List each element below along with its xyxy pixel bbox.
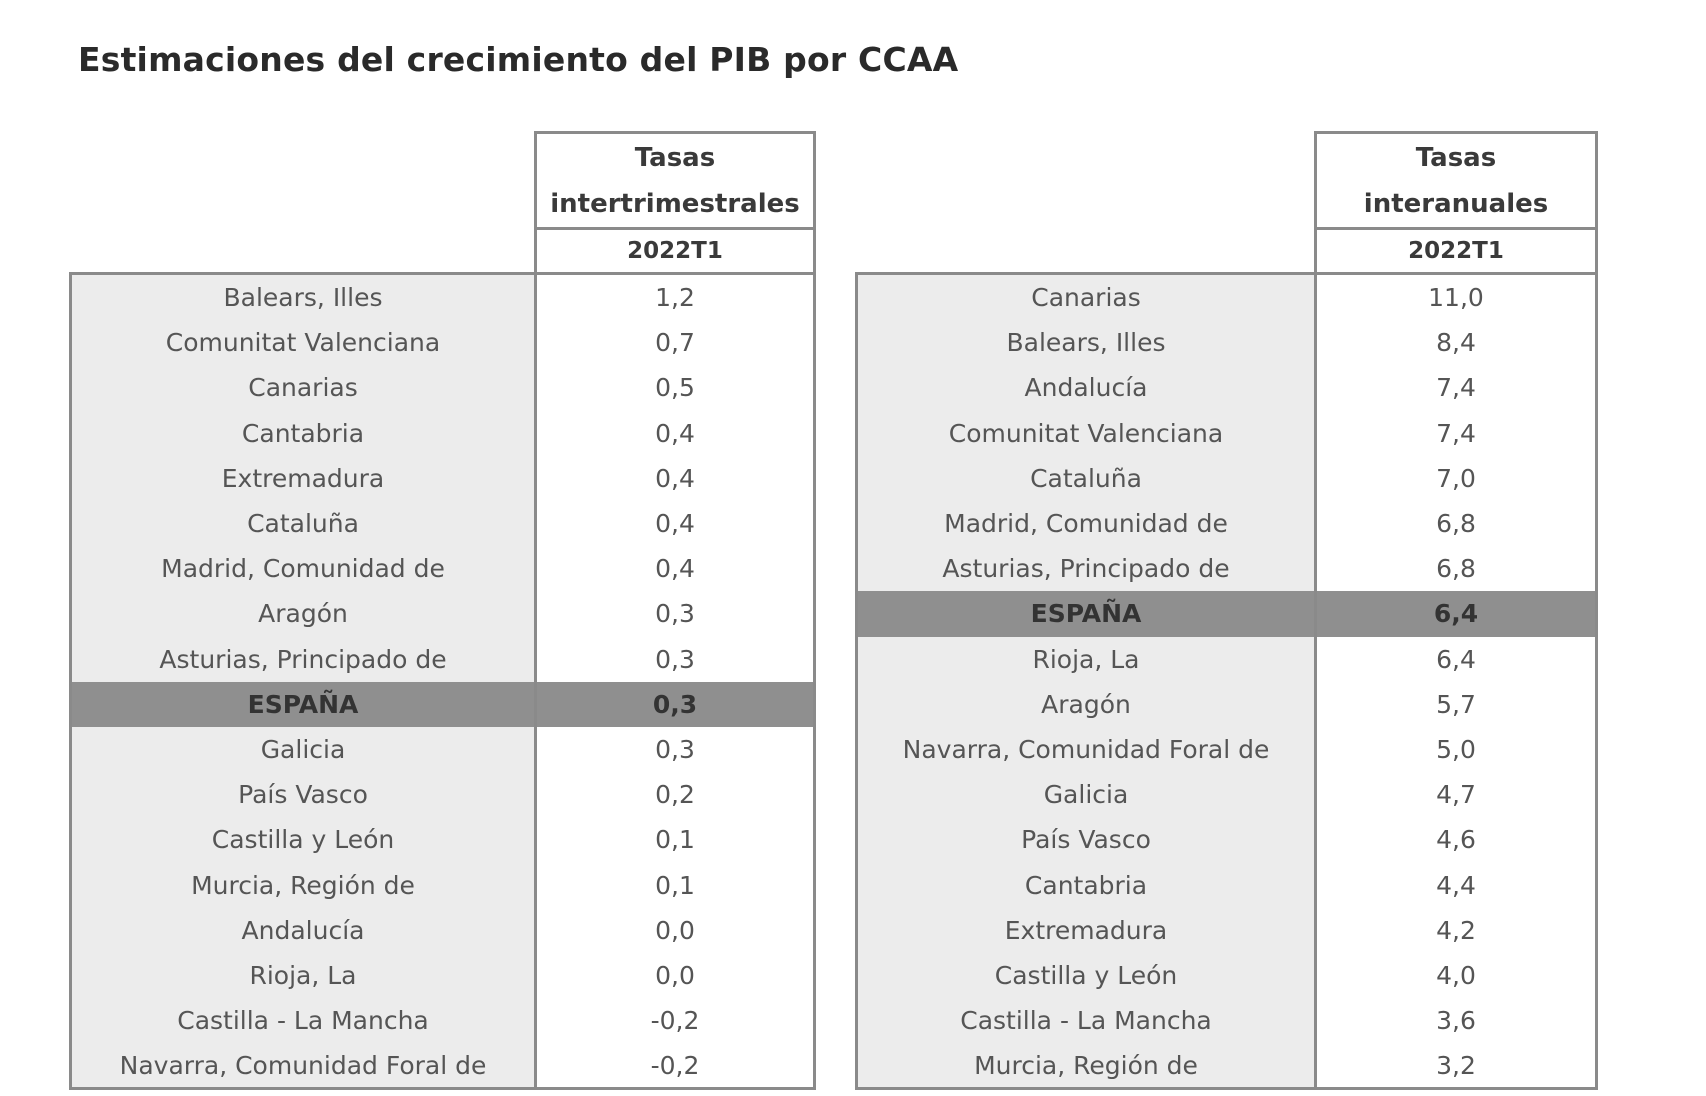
left-rate-header	[534, 131, 816, 272]
right-rate-value: 3,2	[1436, 1051, 1476, 1081]
right-rate-value: 4,4	[1436, 870, 1476, 900]
right-region-name: Madrid, Comunidad de	[944, 509, 1228, 539]
right-region-name: Balears, Illes	[1006, 328, 1166, 358]
right-header-line1: Tasas	[1415, 142, 1497, 173]
right-rate-value: 3,6	[1436, 1006, 1476, 1036]
right-region-name: Canarias	[1031, 283, 1141, 313]
right-region-name: Asturias, Principado de	[942, 554, 1230, 584]
right-rate-value: 6,4	[1436, 644, 1476, 674]
right-rate-value: 7,4	[1436, 373, 1476, 403]
left-rate-value: 0,4	[655, 554, 695, 584]
left-rate-value: 0,4	[655, 418, 695, 448]
right-region-name: País Vasco	[1021, 825, 1151, 855]
right-region-name: Aragón	[1041, 689, 1131, 719]
left-region-name: Castilla y León	[211, 825, 395, 855]
right-value-column	[1317, 275, 1595, 1087]
right-rate-value: 8,4	[1436, 328, 1476, 358]
left-rate-value: -0,2	[650, 1051, 700, 1081]
right-rate-value: 7,4	[1436, 418, 1476, 448]
right-rate-value: 4,2	[1436, 915, 1476, 945]
left-header-line2: intertrimestrales	[550, 188, 800, 219]
right-region-name: Extremadura	[1004, 915, 1168, 945]
right-rate-value: 4,7	[1436, 780, 1476, 810]
left-rate-value: 0,3	[655, 599, 695, 629]
right-rate-value: 4,6	[1436, 825, 1476, 855]
left-value-column	[537, 275, 813, 1087]
right-region-name: Galicia	[1043, 780, 1129, 810]
left-region-name: Balears, Illes	[223, 283, 383, 313]
left-rate-value: 0,3	[537, 682, 813, 727]
left-rate-value: 0,4	[655, 509, 695, 539]
right-region-name: Castilla - La Mancha	[960, 1006, 1212, 1036]
left-period-label: 2022T1	[627, 238, 723, 264]
left-region-name: Extremadura	[221, 463, 385, 493]
right-region-name: Andalucía	[1024, 373, 1148, 403]
right-rate-value: 5,7	[1436, 689, 1476, 719]
left-region-name: Andalucía	[241, 915, 365, 945]
left-region-name: Comunitat Valenciana	[165, 328, 441, 358]
right-rate-title	[1317, 134, 1595, 230]
left-rate-value: 1,2	[655, 283, 695, 313]
left-region-name: País Vasco	[238, 780, 368, 810]
page-title: Estimaciones del crecimiento del PIB por CCAA	[78, 40, 959, 79]
right-period-label: 2022T1	[1408, 238, 1504, 264]
left-region-name: Galicia	[260, 734, 346, 764]
left-region-name: ESPAÑA	[72, 682, 534, 727]
right-region-name: ESPAÑA	[858, 591, 1314, 636]
left-region-name: Cantabria	[241, 418, 365, 448]
right-region-name: Cantabria	[1024, 870, 1148, 900]
left-region-name: Asturias, Principado de	[159, 644, 447, 674]
right-rate-value: 6,8	[1436, 554, 1476, 584]
left-rate-value: 0,1	[655, 825, 695, 855]
left-rate-value: 0,0	[655, 915, 695, 945]
right-rate-value: 11,0	[1428, 283, 1484, 313]
left-region-column	[72, 275, 537, 1087]
right-region-name: Castilla y León	[994, 960, 1178, 990]
left-region-name: Aragón	[258, 599, 348, 629]
right-rate-value: 6,8	[1436, 509, 1476, 539]
left-table-body	[69, 272, 816, 1090]
left-region-name: Rioja, La	[249, 960, 357, 990]
left-rate-value: 0,0	[655, 960, 695, 990]
left-rate-value: 0,7	[655, 328, 695, 358]
left-rate-value: 0,2	[655, 780, 695, 810]
right-rate-value: 5,0	[1436, 734, 1476, 764]
left-rate-value: 0,3	[655, 734, 695, 764]
left-region-name: Madrid, Comunidad de	[161, 554, 445, 584]
right-rate-header	[1314, 131, 1598, 272]
right-region-name: Cataluña	[1030, 463, 1142, 493]
left-region-name: Castilla - La Mancha	[177, 1006, 429, 1036]
left-region-name: Canarias	[248, 373, 358, 403]
right-rate-value: 7,0	[1436, 463, 1476, 493]
left-region-name: Cataluña	[247, 509, 359, 539]
right-region-column	[858, 275, 1317, 1087]
right-rate-value: 4,0	[1436, 960, 1476, 990]
right-region-name: Murcia, Región de	[974, 1051, 1198, 1081]
left-rate-title	[537, 134, 813, 230]
left-rate-value: 0,5	[655, 373, 695, 403]
right-region-name: Rioja, La	[1032, 644, 1140, 674]
right-region-name: Comunitat Valenciana	[948, 418, 1224, 448]
left-header-line1: Tasas	[634, 142, 716, 173]
left-region-name: Murcia, Región de	[191, 870, 415, 900]
left-rate-value: 0,1	[655, 870, 695, 900]
right-table-body	[855, 272, 1598, 1090]
left-rate-value: 0,3	[655, 644, 695, 674]
right-header-line2: interanuales	[1363, 188, 1549, 219]
left-rate-value: -0,2	[650, 1006, 700, 1036]
left-region-name: Navarra, Comunidad Foral de	[119, 1051, 487, 1081]
right-rate-value: 6,4	[1317, 591, 1595, 636]
right-region-name: Navarra, Comunidad Foral de	[902, 734, 1270, 764]
left-rate-value: 0,4	[655, 463, 695, 493]
